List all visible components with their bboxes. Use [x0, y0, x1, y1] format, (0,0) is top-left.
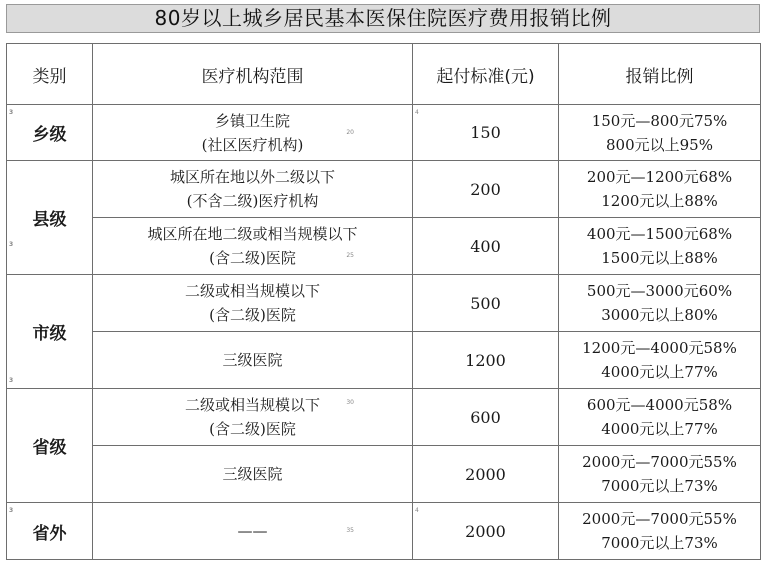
ratio-line: 500元—3000元60% — [586, 282, 733, 300]
ratio-line: 7000元以上73% — [601, 477, 718, 495]
institution-line: 三级医院 — [222, 351, 283, 369]
institution-line: 二级或相当规模以下 — [184, 396, 320, 414]
institution-line: (含二级)医院 — [209, 306, 296, 324]
header-ratio: 报销比例 — [559, 44, 761, 105]
threshold-cell — [413, 105, 559, 161]
table-row — [7, 446, 761, 503]
ratio-line: 3000元以上80% — [601, 306, 718, 324]
ratio-cell — [559, 389, 761, 446]
table-row — [7, 332, 761, 389]
ratio-cell — [559, 503, 761, 560]
institution-line: (含二级)医院 — [209, 249, 296, 267]
category-label: 市级 — [32, 324, 67, 344]
category-cell — [7, 161, 93, 275]
institution-cell — [93, 332, 413, 389]
ratio-cell — [559, 275, 761, 332]
institution-line: 城区所在地二级或相当规模以下 — [147, 225, 358, 243]
threshold-cell — [413, 161, 559, 218]
ratio-cell — [559, 161, 761, 218]
institution-cell — [93, 275, 413, 332]
ratio-cell — [559, 218, 761, 275]
threshold-value: 200 — [470, 179, 501, 199]
institution-cell — [93, 105, 413, 161]
ratio-line: 7000元以上73% — [601, 534, 718, 552]
category-label: 省外 — [32, 523, 67, 544]
category-cell — [7, 389, 93, 503]
table-row — [7, 105, 761, 161]
header-row — [7, 44, 761, 105]
institution-cell — [93, 161, 413, 218]
header-category: 类别 — [7, 44, 93, 105]
threshold-value: 400 — [470, 236, 501, 256]
margin-mark: 30 — [346, 399, 354, 406]
table-row — [7, 161, 761, 218]
threshold-value: 150 — [470, 123, 501, 142]
category-label: 县级 — [32, 210, 67, 230]
threshold-cell — [413, 446, 559, 503]
institution-line: (不含二级)医疗机构 — [186, 192, 319, 210]
category-label: 乡级 — [32, 125, 67, 145]
ratio-line: 2000元—7000元55% — [582, 510, 737, 528]
institution-cell — [93, 218, 413, 275]
category-cell — [7, 503, 93, 560]
ratio-line: 1500元以上88% — [601, 249, 718, 267]
threshold-cell — [413, 332, 559, 389]
table-row — [7, 389, 761, 446]
threshold-value: 1200 — [465, 350, 506, 370]
ratio-line: 1200元—4000元58% — [582, 339, 737, 357]
margin-mark: 20 — [346, 129, 354, 136]
ratio-cell — [559, 105, 761, 161]
margin-mark: 3 — [9, 109, 14, 116]
table-row — [7, 503, 761, 560]
category-label: 省级 — [32, 438, 67, 458]
ratio-line: 600元—4000元58% — [586, 396, 733, 414]
threshold-cell — [413, 275, 559, 332]
margin-mark: 25 — [346, 252, 354, 259]
category-cell — [7, 105, 93, 161]
margin-mark: 3 — [9, 241, 14, 248]
margin-mark: 35 — [346, 527, 354, 534]
table-title: 80岁以上城乡居民基本医保住院医疗费用报销比例 — [6, 4, 760, 33]
table-row — [7, 218, 761, 275]
header-institution: 医疗机构范围 — [93, 44, 413, 105]
threshold-value: 600 — [470, 407, 501, 427]
institution-line: 二级或相当规模以下 — [184, 282, 320, 300]
header-threshold: 起付标准(元) — [413, 44, 559, 105]
margin-mark: 4 — [415, 109, 419, 116]
table-row — [7, 275, 761, 332]
threshold-cell — [413, 218, 559, 275]
ratio-cell — [559, 332, 761, 389]
ratio-line: 1200元以上88% — [601, 192, 718, 210]
institution-cell — [93, 446, 413, 503]
margin-mark: 3 — [9, 377, 14, 384]
ratio-cell — [559, 446, 761, 503]
institution-line: (社区医疗机构) — [201, 135, 304, 154]
ratio-line: 2000元—7000元55% — [582, 453, 737, 471]
ratio-line: 400元—1500元68% — [586, 225, 733, 243]
institution-dash: —— — [237, 522, 268, 540]
ratio-line: 800元以上95% — [606, 135, 713, 154]
threshold-cell — [413, 503, 559, 560]
institution-line: 三级医院 — [222, 465, 283, 483]
institution-line: 城区所在地以外二级以下 — [169, 168, 335, 186]
ratio-line: 150元—800元75% — [591, 111, 728, 130]
threshold-value: 2000 — [465, 521, 506, 541]
threshold-value: 2000 — [465, 464, 506, 484]
institution-line: (含二级)医院 — [209, 420, 296, 438]
reimbursement-table — [6, 43, 761, 560]
category-cell — [7, 275, 93, 389]
margin-mark: 4 — [415, 507, 419, 514]
ratio-line: 200元—1200元68% — [586, 168, 733, 186]
institution-line: 乡镇卫生院 — [214, 111, 290, 130]
threshold-value: 500 — [470, 293, 501, 313]
threshold-cell — [413, 389, 559, 446]
margin-mark: 3 — [9, 507, 14, 514]
ratio-line: 4000元以上77% — [601, 420, 718, 438]
ratio-line: 4000元以上77% — [601, 363, 718, 381]
institution-cell — [93, 389, 413, 446]
institution-cell — [93, 503, 413, 560]
